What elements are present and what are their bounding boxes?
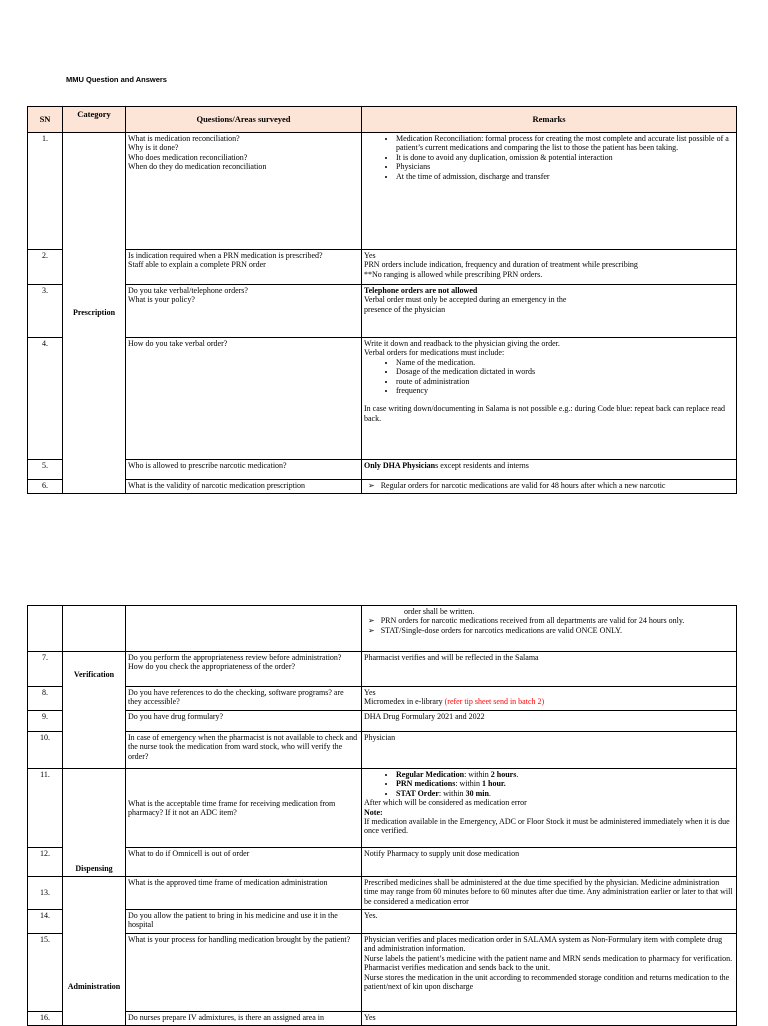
remarks-cell: Yes [362, 1012, 737, 1026]
list-item: • At the time of admission, discharge and transfer [396, 172, 734, 181]
question-cell: What is the approved time frame of medication administration [126, 877, 362, 910]
list-item: • Dosage of the medication dictated in words [396, 367, 734, 376]
remark-line: Write it down and readback to the physician giving the order. [364, 339, 560, 348]
category-verification: Verification [63, 652, 126, 769]
question-cell: Do you perform the appropriateness review before administration? How do you check the appropriateness of the order? [126, 652, 362, 687]
remarks-cell [362, 687, 737, 711]
remark-line: Nurse stores the medication in the unit according to recommended storage condition and returns medication to the patient/next of kin upon discharge [364, 972, 730, 992]
remarks-cell [362, 769, 737, 848]
remarks-cell: Prescribed medicines shall be administered at the due time specified by the physician. Medicine administration time may range from 60 minutes before to 60 minutes after due time. Any administration earlier or later to that will be considered a medication error [362, 877, 737, 910]
remarks-cell [362, 338, 737, 460]
table-row [28, 769, 737, 848]
remark-line: **No ranging is allowed while prescribing PRN orders. [364, 269, 543, 279]
remark-line: order shall be written. [404, 607, 475, 616]
question-line: What is medication reconciliation? [128, 134, 240, 143]
table-row [28, 1012, 737, 1026]
question-cell: Do you have references to do the checking, software programs? are they accessible? [126, 687, 362, 711]
remark-line: PRN orders include indication, frequency and duration of treatment while prescribing [364, 260, 638, 270]
question-line: Why is it done? [128, 143, 179, 153]
question-cell: What is the validity of narcotic medication prescription [126, 480, 362, 494]
qa-table-part-2 [27, 605, 737, 1026]
sn-cell: 8. [28, 687, 63, 711]
question-cell: Who is allowed to prescribe narcotic medication? [126, 460, 362, 480]
table-row [28, 460, 737, 480]
remarks-list [364, 481, 734, 490]
question-cell: What is the acceptable time frame for receiving medication from pharmacy? If it not an ADC item? [126, 769, 362, 848]
list-item: • frequency [396, 386, 734, 395]
sn-cell: 11. [28, 769, 63, 848]
sn-cell [28, 606, 63, 652]
remarks-cell [362, 133, 737, 250]
sn-cell: 9. [28, 711, 63, 732]
question-line: Is indication required when a PRN medication is prescribed? [128, 251, 323, 260]
table-row [28, 285, 737, 338]
remark-line: If medication available in the Emergency, ADC or Floor Stock it must be administered immediately when it is due once verified. [364, 817, 730, 836]
question-cell: What is your process for handling medication brought by the patient? [126, 934, 362, 1012]
remarks-cell [362, 250, 737, 285]
header-questions: Questions/Areas surveyed [126, 107, 362, 133]
question-cell: Do you have drug formulary? [126, 711, 362, 732]
remark-line: Yes [364, 251, 376, 260]
table-row [28, 338, 737, 460]
list-item: ➢ STAT/Single-dose orders for narcotics medications are valid ONCE ONLY. [382, 626, 734, 635]
table-row [28, 732, 737, 769]
question-line: What is your policy? [128, 295, 195, 305]
sn-cell: 12. [28, 848, 63, 877]
remark-line: Pharmacist verifies medication and sends back to the unit. [364, 963, 550, 973]
table-row [28, 877, 737, 910]
remarks-list [364, 358, 734, 396]
sn-cell: 7. [28, 652, 63, 687]
remark-bold: Telephone orders are not allowed [364, 286, 478, 295]
sn-cell: 3. [28, 285, 63, 338]
table-row [28, 687, 737, 711]
sn-cell: 15. [28, 934, 63, 1012]
remarks-cell: Notify Pharmacy to supply unit dose medication [362, 848, 737, 877]
sn-cell: 4. [28, 338, 63, 460]
question-line: Staff able to explain a complete PRN order [128, 260, 266, 270]
header-remarks: Remarks [362, 107, 737, 133]
remark-line: Nurse labels the patient’s medicine with the patient name and MRN sends medication to pharmacy for verification. [364, 953, 733, 963]
list-item: • Regular Medication: within 2 hours. [396, 770, 734, 779]
list-item: • Medication Reconciliation: formal process for creating the most complete and accurate list possible of a patient’s current medications and comparing the list to those the patient has been taking. [396, 134, 734, 153]
question-cell: What to do if Omnicell is out of order [126, 848, 362, 877]
qa-table-part-1 [27, 106, 737, 494]
remarks-cell: DHA Drug Formulary 2021 and 2022 [362, 711, 737, 732]
header-category: Category [63, 107, 126, 133]
remark-bold: Only DHA Physician [364, 461, 436, 470]
sn-cell: 16. [28, 1012, 63, 1026]
remarks-cell [362, 934, 737, 1012]
remarks-cell [362, 606, 737, 652]
remark-line: After which will be considered as medication error [364, 798, 527, 808]
remarks-list [364, 134, 734, 181]
sn-cell: 13. [28, 877, 63, 910]
table-row [28, 848, 737, 877]
list-item: ➢ Regular orders for narcotic medications are valid for 48 hours after which a new narcotic [382, 481, 734, 490]
remark-line: Verbal order must only be accepted during an emergency in the [364, 295, 567, 305]
remark-line: Physician verifies and places medication order in SALAMA system as Non-Formulary item with complete drug and administration information. [364, 935, 723, 954]
list-item: • Name of the medication. [396, 358, 734, 367]
category-prescription: Prescription [63, 133, 126, 494]
remark-text: Micromedex in e-library [364, 697, 445, 707]
sn-cell: 14. [28, 910, 63, 934]
question-cell [126, 285, 362, 338]
question-cell [126, 250, 362, 285]
list-item: ➢ PRN orders for narcotic medications received from all departments are valid for 24 hours only. [382, 616, 734, 625]
question-cell [126, 606, 362, 652]
remarks-cell: Yes. [362, 910, 737, 934]
header-sn: SN [28, 107, 63, 133]
question-cell: Do you allow the patient to bring in his medicine and use it in the hospital [126, 910, 362, 934]
question-cell: In case of emergency when the pharmacist is not available to check and the nurse took the medication from ward stock, who will verify the order? [126, 732, 362, 769]
remarks-list [364, 770, 734, 798]
remarks-list [364, 616, 734, 635]
remark-line: Verbal orders for medications must include: [364, 348, 505, 358]
remark-text: s except residents and interns [435, 461, 529, 470]
list-item: • STAT Order: within 30 min. [396, 789, 734, 798]
table-row [28, 133, 737, 250]
remark-line: presence of the physician [364, 304, 446, 314]
remarks-cell: Pharmacist verifies and will be reflected in the Salama [362, 652, 737, 687]
question-line: Do you take verbal/telephone orders? [128, 286, 248, 295]
table-row [28, 606, 737, 652]
table-row [28, 711, 737, 732]
table-row [28, 480, 737, 494]
table-row [28, 652, 737, 687]
sn-cell: 1. [28, 133, 63, 250]
remarks-cell [362, 480, 737, 494]
remarks-cell [362, 285, 737, 338]
sn-cell: 6. [28, 480, 63, 494]
sn-cell: 2. [28, 250, 63, 285]
question-cell [126, 133, 362, 250]
question-line: When do they do medication reconciliation [128, 162, 267, 172]
list-item: • PRN medications: within 1 hour. [396, 779, 734, 788]
list-item: • It is done to avoid any duplication, omission & potential interaction [396, 153, 734, 162]
question-cell: Do nurses prepare IV admixtures, is there an assigned area in [126, 1012, 362, 1026]
question-cell: How do you take verbal order? [126, 338, 362, 460]
remark-line: Yes [364, 688, 376, 697]
table-row [28, 934, 737, 1012]
question-line: Who does medication reconciliation? [128, 152, 248, 162]
list-item: • route of administration [396, 377, 734, 386]
remarks-cell [362, 460, 737, 480]
list-item: • Physicians [396, 162, 734, 171]
remark-link-note: (refer tip sheet send in batch 2) [444, 697, 545, 707]
sn-cell: 10. [28, 732, 63, 769]
sn-cell: 5. [28, 460, 63, 480]
category-cell [63, 606, 126, 652]
category-dispensing: Dispensing [63, 769, 126, 877]
page-title: MMU Question and Answers [66, 75, 167, 84]
table-row [28, 910, 737, 934]
table-row [28, 250, 737, 285]
remark-line: In case writing down/documenting in Salama is not possible e.g.: during Code blue: repeat back can replace read back. [364, 404, 725, 423]
note-label: Note: [364, 807, 383, 817]
category-administration: Administration [63, 877, 126, 1026]
remarks-cell: Physician [362, 732, 737, 769]
